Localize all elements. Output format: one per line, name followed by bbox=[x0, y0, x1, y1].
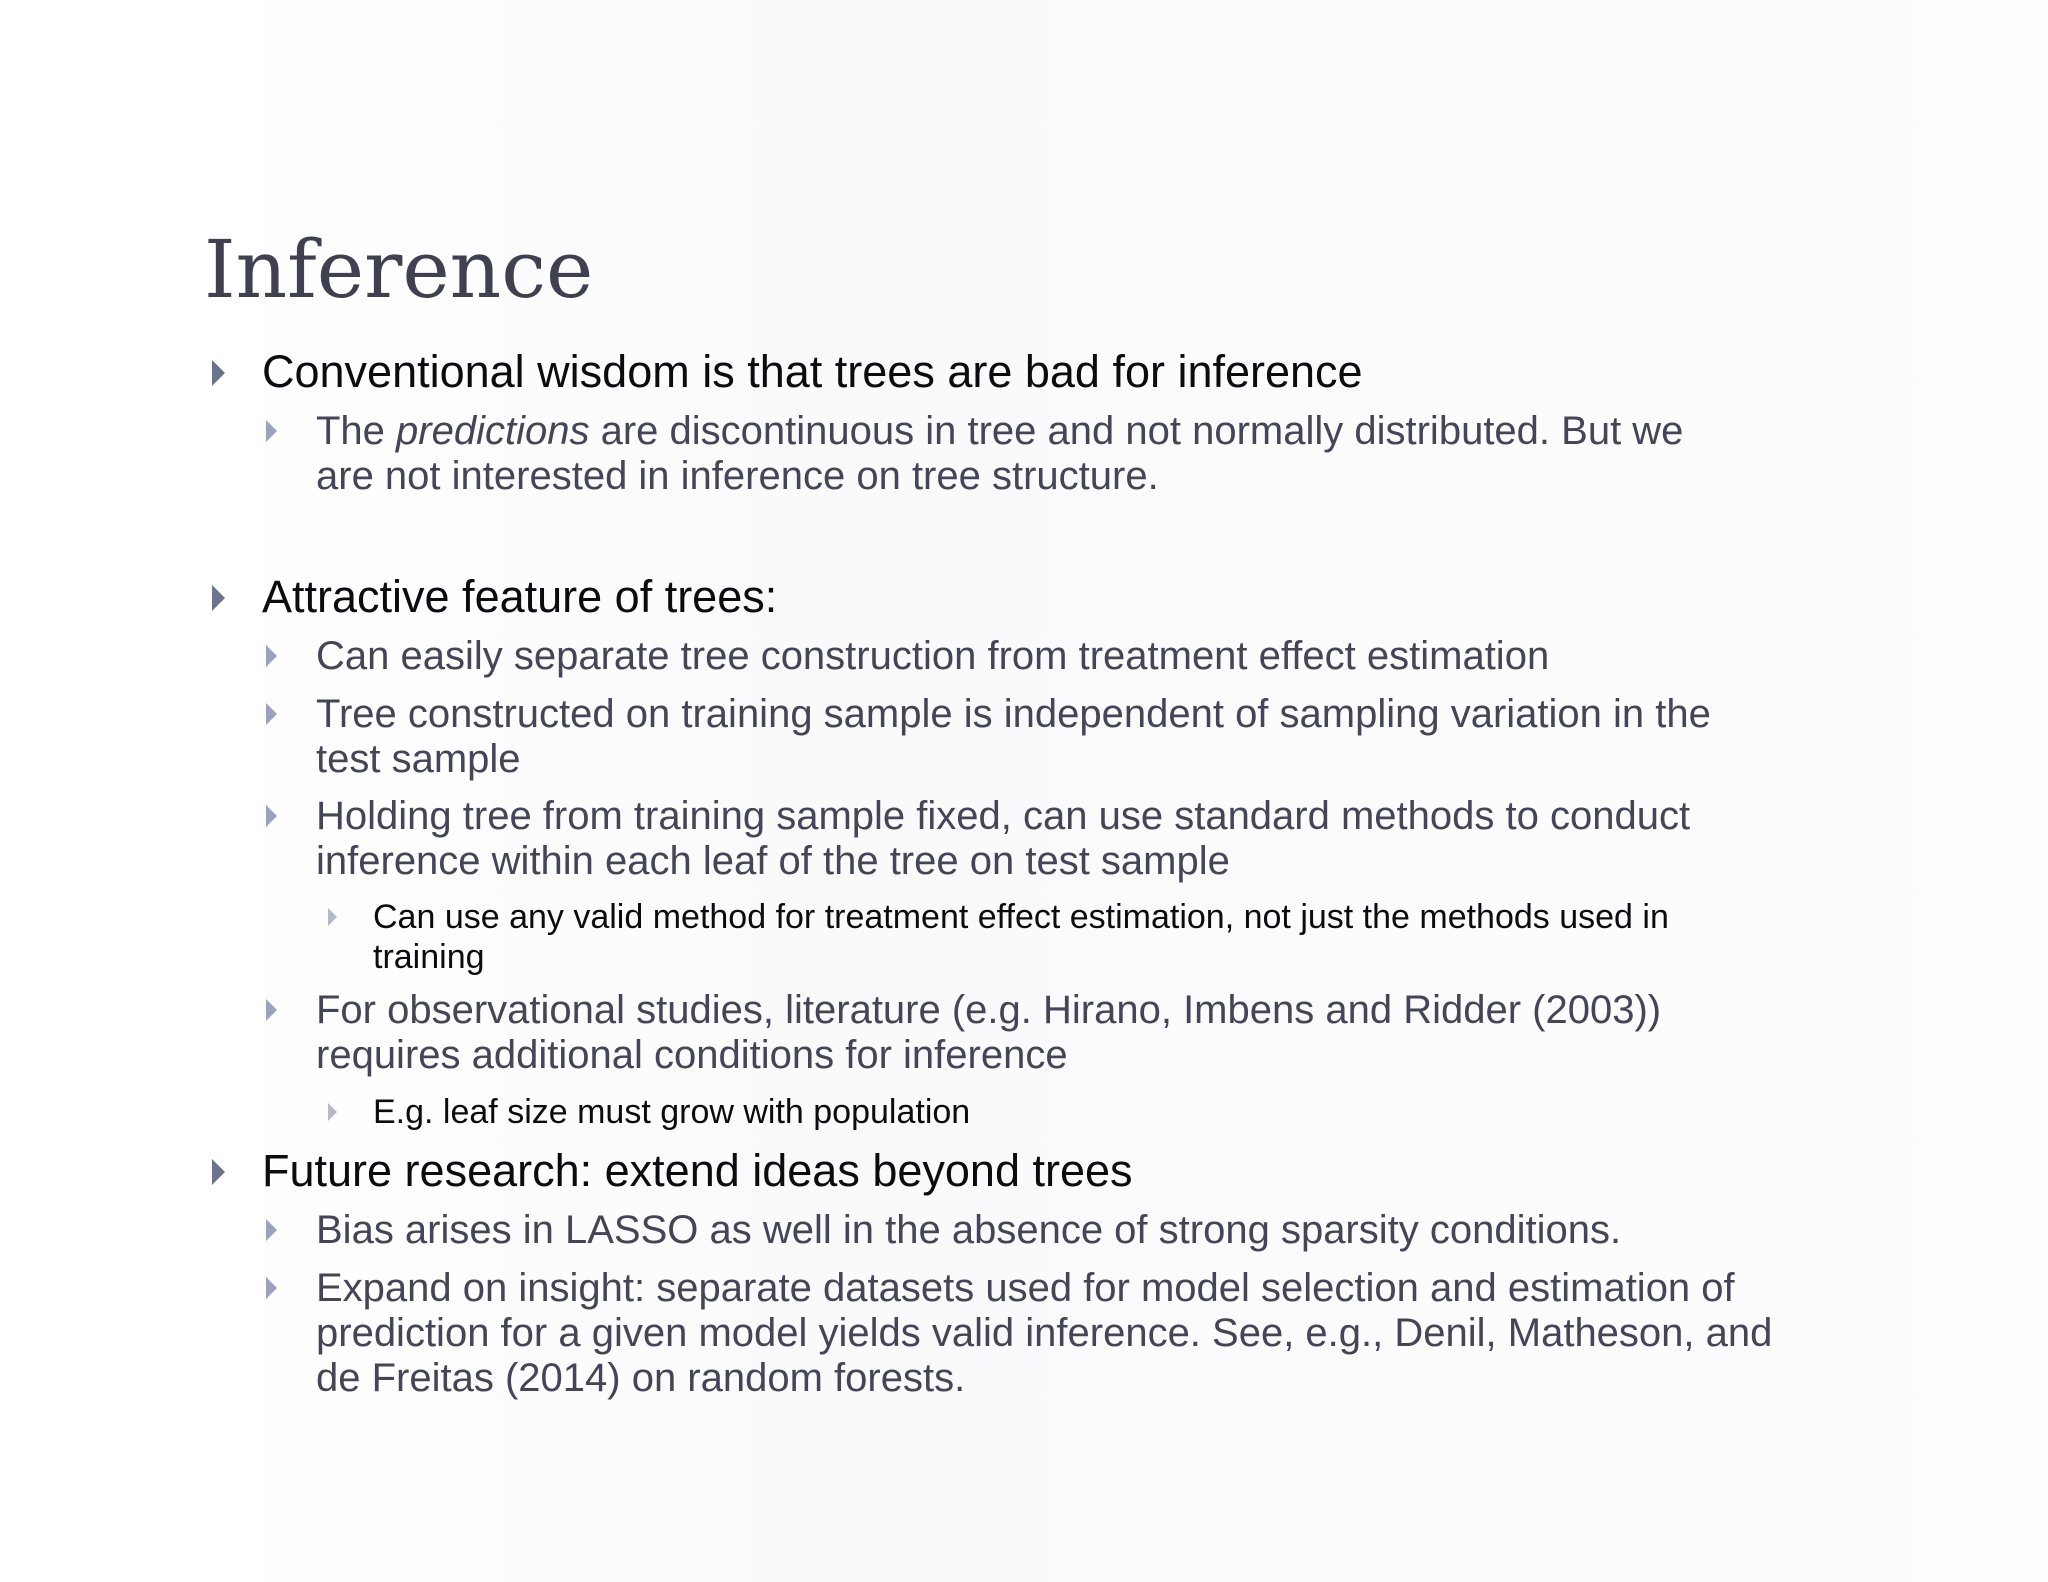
bullet-text bbox=[316, 794, 1690, 884]
bullet-line: inference within each leaf of the tree on test sample bbox=[316, 839, 1230, 883]
emphasis-text: predictions bbox=[396, 409, 590, 453]
bullet-text bbox=[373, 1092, 970, 1132]
bullet-line: prediction for a given model yields valid inference. See, e.g., Denil, Matheson, and bbox=[316, 1311, 1773, 1355]
bullet-line: E.g. leaf size must grow with population bbox=[373, 1093, 971, 1131]
bullet-line: training bbox=[373, 938, 485, 976]
triangle-right-icon bbox=[266, 999, 277, 1021]
bullet-line: Holding tree from training sample fixed, can use standard methods to conduct bbox=[316, 794, 1691, 838]
bullet-text bbox=[316, 1208, 1621, 1253]
triangle-right-icon bbox=[266, 420, 277, 442]
bullet-text bbox=[316, 988, 1661, 1078]
bullet-line: test sample bbox=[316, 737, 521, 781]
bullet-text: Future research: extend ideas beyond trees bbox=[262, 1145, 1133, 1196]
bullet-line: Bias arises in LASSO as well in the absence of strong sparsity conditions. bbox=[316, 1208, 1622, 1252]
triangle-right-icon bbox=[266, 645, 277, 667]
triangle-right-icon bbox=[266, 1219, 277, 1241]
bullet-line: Expand on insight: separate datasets used for model selection and estimation of bbox=[316, 1266, 1735, 1310]
bullet-line bbox=[316, 409, 1683, 454]
bullet-line: Can use any valid method for treatment effect estimation, not just the methods used in bbox=[373, 898, 1669, 936]
triangle-right-icon bbox=[212, 360, 225, 386]
bullet-line: requires additional conditions for inference bbox=[316, 1033, 1068, 1077]
slide-title: Inference bbox=[204, 223, 594, 316]
triangle-right-icon bbox=[266, 805, 277, 827]
triangle-right-icon bbox=[266, 703, 277, 725]
bullet-line: de Freitas (2014) on random forests. bbox=[316, 1356, 966, 1400]
triangle-right-icon bbox=[266, 1277, 277, 1299]
bullet-line: are not interested in inference on tree structure. bbox=[316, 454, 1159, 498]
bullet-text bbox=[316, 409, 1683, 499]
triangle-right-icon bbox=[212, 585, 225, 611]
bullet-line: Tree constructed on training sample is independent of sampling variation in the bbox=[316, 692, 1711, 736]
bullet-text: Conventional wisdom is that trees are bad for inference bbox=[262, 346, 1363, 397]
bullet-line: Can easily separate tree construction from treatment effect estimation bbox=[316, 634, 1550, 678]
bullet-text bbox=[373, 897, 1669, 977]
text-suffix: are discontinuous in tree and not normally distributed. But we bbox=[589, 409, 1684, 453]
triangle-right-icon bbox=[212, 1159, 225, 1185]
bullet-text bbox=[316, 634, 1549, 679]
bullet-text bbox=[316, 692, 1711, 782]
triangle-right-icon bbox=[328, 1103, 337, 1121]
bullet-text: Attractive feature of trees: bbox=[262, 571, 778, 622]
bullet-text bbox=[316, 1266, 1772, 1401]
triangle-right-icon bbox=[328, 908, 337, 926]
bullet-line: For observational studies, literature (e.g. Hirano, Imbens and Ridder (2003)) bbox=[316, 988, 1662, 1032]
text-prefix: The bbox=[316, 409, 397, 453]
